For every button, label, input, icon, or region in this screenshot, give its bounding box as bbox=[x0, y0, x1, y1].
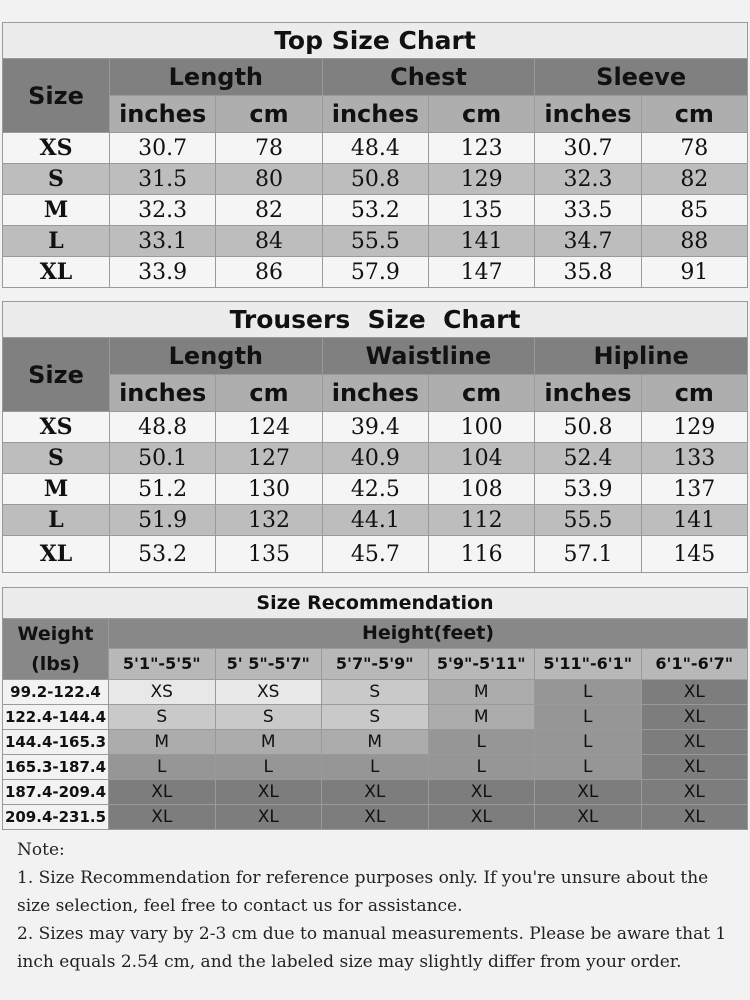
table-cell: 78 bbox=[641, 133, 747, 164]
unit-header: inches bbox=[535, 96, 641, 133]
top-group-sleeve: Sleeve bbox=[535, 59, 748, 96]
size-cell: L bbox=[428, 755, 535, 780]
size-cell: XL bbox=[428, 805, 535, 830]
table-cell: 39.4 bbox=[322, 412, 428, 443]
size-cell: XL bbox=[641, 730, 748, 755]
table-cell: 86 bbox=[216, 257, 322, 288]
table-row bbox=[3, 443, 748, 474]
size-cell: L bbox=[215, 755, 322, 780]
weight-header-label: Weight bbox=[17, 623, 94, 645]
table-cell: 30.7 bbox=[535, 133, 641, 164]
table-row bbox=[3, 257, 748, 288]
table-cell: 112 bbox=[428, 505, 534, 536]
size-cell: XL bbox=[428, 780, 535, 805]
size-cell: XL bbox=[641, 805, 748, 830]
table-row bbox=[3, 164, 748, 195]
size-label: L bbox=[3, 505, 110, 536]
table-cell: 42.5 bbox=[322, 474, 428, 505]
weight-range: 99.2-122.4 bbox=[3, 680, 109, 705]
table-cell: 100 bbox=[428, 412, 534, 443]
height-range-header: 5'7"-5'9" bbox=[322, 648, 429, 679]
table-cell: 147 bbox=[428, 257, 534, 288]
size-label: XL bbox=[3, 257, 110, 288]
table-cell: 34.7 bbox=[535, 226, 641, 257]
table-cell: 57.9 bbox=[322, 257, 428, 288]
height-range-header: 5'11"-6'1" bbox=[535, 648, 642, 679]
weight-header bbox=[3, 619, 109, 680]
size-label: S bbox=[3, 164, 110, 195]
table-cell: 52.4 bbox=[535, 443, 641, 474]
unit-header: cm bbox=[428, 96, 534, 133]
table-row bbox=[3, 505, 748, 536]
table-cell: 82 bbox=[216, 195, 322, 226]
table-cell: 91 bbox=[641, 257, 747, 288]
table-cell: 33.5 bbox=[535, 195, 641, 226]
table-cell: 145 bbox=[641, 536, 747, 573]
size-cell: S bbox=[215, 705, 322, 730]
top-chart-title: Top Size Chart bbox=[3, 23, 748, 59]
table-cell: 32.3 bbox=[110, 195, 216, 226]
size-cell: XL bbox=[215, 805, 322, 830]
table-cell: 116 bbox=[428, 536, 534, 573]
note-item: 1. Size Recommendation for reference purposes only. If you're unsure about the size selection, feel free to contact us for assistance. bbox=[17, 868, 709, 916]
table-row bbox=[3, 412, 748, 443]
unit-header: inches bbox=[322, 375, 428, 412]
table-cell: 85 bbox=[641, 195, 747, 226]
table-cell: 133 bbox=[641, 443, 747, 474]
trousers-chart-title: Trousers Size Chart bbox=[3, 302, 748, 338]
height-range-header: 5'1"-5'5" bbox=[109, 648, 216, 679]
size-cell: S bbox=[109, 705, 216, 730]
size-cell: L bbox=[428, 730, 535, 755]
table-row bbox=[3, 195, 748, 226]
table-cell: 35.8 bbox=[535, 257, 641, 288]
table-cell: 123 bbox=[428, 133, 534, 164]
size-cell: XL bbox=[641, 705, 748, 730]
unit-header: cm bbox=[641, 96, 747, 133]
unit-header: inches bbox=[110, 96, 216, 133]
table-cell: 50.1 bbox=[110, 443, 216, 474]
table-cell: 127 bbox=[216, 443, 322, 474]
weight-range: 209.4-231.5 bbox=[3, 805, 109, 830]
table-cell: 124 bbox=[216, 412, 322, 443]
size-cell: XL bbox=[641, 755, 748, 780]
table-cell: 137 bbox=[641, 474, 747, 505]
weight-range: 144.4-165.3 bbox=[3, 730, 109, 755]
size-label: L bbox=[3, 226, 110, 257]
table-cell: 80 bbox=[216, 164, 322, 195]
table-cell: 129 bbox=[428, 164, 534, 195]
table-cell: 48.8 bbox=[110, 412, 216, 443]
table-cell: 55.5 bbox=[322, 226, 428, 257]
table-cell: 53.9 bbox=[535, 474, 641, 505]
table-row bbox=[3, 805, 748, 830]
table-cell: 53.2 bbox=[322, 195, 428, 226]
size-cell: XL bbox=[322, 805, 429, 830]
size-cell: M bbox=[428, 680, 535, 705]
table-row bbox=[3, 755, 748, 780]
trousers-size-chart bbox=[2, 301, 748, 573]
trousers-size-header: Size bbox=[3, 338, 110, 412]
height-header: Height(feet) bbox=[109, 619, 748, 649]
size-cell: XS bbox=[215, 680, 322, 705]
table-cell: 50.8 bbox=[322, 164, 428, 195]
unit-header: inches bbox=[535, 375, 641, 412]
size-cell: XL bbox=[215, 780, 322, 805]
table-cell: 78 bbox=[216, 133, 322, 164]
table-cell: 30.7 bbox=[110, 133, 216, 164]
size-cell: M bbox=[428, 705, 535, 730]
notes-section bbox=[17, 836, 742, 976]
size-cell: XL bbox=[109, 805, 216, 830]
size-cell: XL bbox=[641, 680, 748, 705]
table-row bbox=[3, 226, 748, 257]
unit-header: cm bbox=[428, 375, 534, 412]
table-row bbox=[3, 474, 748, 505]
table-cell: 55.5 bbox=[535, 505, 641, 536]
trousers-group-waistline: Waistline bbox=[322, 338, 535, 375]
table-cell: 82 bbox=[641, 164, 747, 195]
top-size-header: Size bbox=[3, 59, 110, 133]
table-cell: 50.8 bbox=[535, 412, 641, 443]
unit-header: inches bbox=[110, 375, 216, 412]
table-row bbox=[3, 705, 748, 730]
unit-header: cm bbox=[641, 375, 747, 412]
size-label: XS bbox=[3, 133, 110, 164]
size-cell: XL bbox=[535, 805, 642, 830]
table-cell: 104 bbox=[428, 443, 534, 474]
size-cell: M bbox=[322, 730, 429, 755]
size-recommendation-table bbox=[2, 587, 748, 830]
unit-header: cm bbox=[216, 96, 322, 133]
trousers-group-hipline: Hipline bbox=[535, 338, 748, 375]
table-row bbox=[3, 780, 748, 805]
table-cell: 40.9 bbox=[322, 443, 428, 474]
table-cell: 51.2 bbox=[110, 474, 216, 505]
notes-heading: Note: bbox=[17, 840, 65, 860]
size-label: XL bbox=[3, 536, 110, 573]
recommendation-title: Size Recommendation bbox=[3, 588, 748, 619]
table-cell: 135 bbox=[428, 195, 534, 226]
table-cell: 129 bbox=[641, 412, 747, 443]
size-cell: L bbox=[535, 705, 642, 730]
size-cell: L bbox=[535, 755, 642, 780]
table-cell: 141 bbox=[428, 226, 534, 257]
weight-range: 187.4-209.4 bbox=[3, 780, 109, 805]
size-cell: XS bbox=[109, 680, 216, 705]
top-group-chest: Chest bbox=[322, 59, 535, 96]
height-range-header: 5'9"-5'11" bbox=[428, 648, 535, 679]
size-cell: L bbox=[322, 755, 429, 780]
height-range-header: 5' 5"-5'7" bbox=[215, 648, 322, 679]
table-row bbox=[3, 536, 748, 573]
top-group-length: Length bbox=[110, 59, 323, 96]
table-row bbox=[3, 730, 748, 755]
table-cell: 45.7 bbox=[322, 536, 428, 573]
note-item: 2. Sizes may vary by 2-3 cm due to manual measurements. Please be aware that 1 inch equals 2.54 cm, and the labeled size may slightly differ from your order. bbox=[17, 924, 727, 972]
table-cell: 48.4 bbox=[322, 133, 428, 164]
table-cell: 33.1 bbox=[110, 226, 216, 257]
table-cell: 141 bbox=[641, 505, 747, 536]
table-cell: 57.1 bbox=[535, 536, 641, 573]
size-label: M bbox=[3, 195, 110, 226]
table-cell: 31.5 bbox=[110, 164, 216, 195]
size-label: S bbox=[3, 443, 110, 474]
table-cell: 132 bbox=[216, 505, 322, 536]
size-cell: S bbox=[322, 680, 429, 705]
table-row bbox=[3, 680, 748, 705]
size-cell: L bbox=[109, 755, 216, 780]
unit-header: cm bbox=[216, 375, 322, 412]
table-cell: 84 bbox=[216, 226, 322, 257]
size-cell: S bbox=[322, 705, 429, 730]
size-cell: M bbox=[109, 730, 216, 755]
size-cell: XL bbox=[322, 780, 429, 805]
weight-range: 165.3-187.4 bbox=[3, 755, 109, 780]
trousers-group-length: Length bbox=[110, 338, 323, 375]
top-size-chart bbox=[2, 22, 748, 288]
height-range-header: 6'1"-6'7" bbox=[641, 648, 748, 679]
size-cell: XL bbox=[641, 780, 748, 805]
table-cell: 130 bbox=[216, 474, 322, 505]
size-cell: XL bbox=[535, 780, 642, 805]
size-cell: M bbox=[215, 730, 322, 755]
size-cell: L bbox=[535, 680, 642, 705]
table-cell: 33.9 bbox=[110, 257, 216, 288]
table-cell: 53.2 bbox=[110, 536, 216, 573]
table-cell: 44.1 bbox=[322, 505, 428, 536]
table-cell: 108 bbox=[428, 474, 534, 505]
table-cell: 88 bbox=[641, 226, 747, 257]
table-cell: 51.9 bbox=[110, 505, 216, 536]
size-label: XS bbox=[3, 412, 110, 443]
table-row bbox=[3, 133, 748, 164]
weight-range: 122.4-144.4 bbox=[3, 705, 109, 730]
unit-header: inches bbox=[322, 96, 428, 133]
size-cell: L bbox=[535, 730, 642, 755]
weight-header-unit: (lbs) bbox=[31, 653, 80, 675]
size-cell: XL bbox=[109, 780, 216, 805]
size-label: M bbox=[3, 474, 110, 505]
table-cell: 32.3 bbox=[535, 164, 641, 195]
table-cell: 135 bbox=[216, 536, 322, 573]
